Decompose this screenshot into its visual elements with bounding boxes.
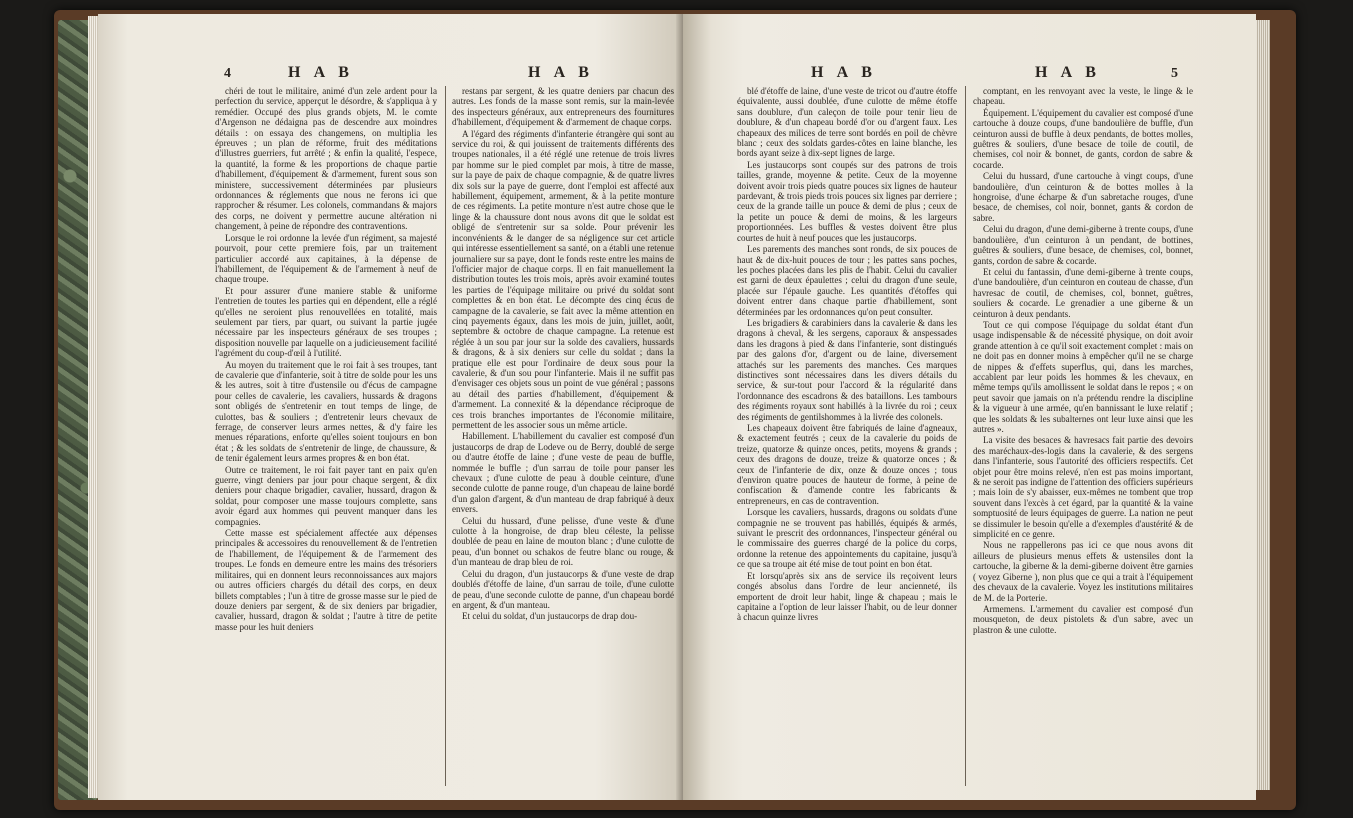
paragraph: A l'égard des régiments d'infanterie étrangère qui sont au service du roi, & qui jouissent de traitements différents des troupes nationales, il a été réglé une retenue de trois livres par homme sur le pied complet par mois, à titre de masse, sur la paye de paix de chaque compagnie, & de quatre livres dix sols sur la paye de guerre, dont l'emploi est affecté aux habillement, équipement, armement, & à la petite monture de ces régiments. La petite monture n'est autre chose que le linge & la chaussure dont nous avons dit que le soldat est obligé de s'entretenir sur sa solde. Pour prévenir les inconvénients & le danger de sa négligence sur cet article qui intéresse essentiellement sa santé, on a établi une retenue journaliere sur sa paye, dont le fonds reste entre les mains de l'officier major de chaque corps. Il en fait manuellement la distribution toutes les trois mois, après avoir examiné toutes les parties de l'équipage militaire ou privé du soldat sont complettes & en bon état. Le décompte des cinq écus de campagne de la cavalerie, se fait avec la même attention en cinq payements égaux, dans les mois de juin, juillet, août, septembre & octobre de chaque campagne. La retenue est réglée à un sou par jour sur la solde des cavaliers, hussards & dragons, & à six deniers sur celle du soldat ; dans la pratique elle est pour l'ordinaire de deux sous pour la cavalerie, & d'un sou pour l'infanterie. Mais il ne suffit pas d'envisager ces objets sous un point de vue général ; passons au détail des parties d'habillement, d'équipement & d'armement. La connexité & la dépendance réciproque de ces trois branches importantes de l'économie militaire, permettent de les associer sous un même article. (452, 128, 674, 430)
running-header-left-1: H A B (288, 64, 354, 81)
paragraph: Les chapeaux doivent être fabriqués de laine d'agneaux, & exactement feutrés ; ceux de la cavalerie du poids de treize, quatorze & quinze onces, petits, moyens & grands ; ceux des dragons de douze, treize & quatorze onces ; & ceux de l'infanterie de dix, onze & douze onces ; tous d'environ quatre pouces de hauteur de forme, à peine de confiscation & d'amende contre les fabricants & entrepreneurs, en cas de contravention. (737, 423, 957, 506)
paragraph: Lorsque les cavaliers, hussards, dragons ou soldats d'une compagnie ne se trouvent pas habillés, équipés & armés, suivant le prescrit des ordonnances, l'inspecteur général ou le commissaire des guerres chargé de la police du corps, ordonne la retenue des appointements du capitaine, jusqu'à ce que sa troupe ait été mise de tout point en bon état. (737, 507, 957, 570)
paragraph: Celui du dragon, d'un justaucorps & d'une veste de drap doublés d'étoffe de laine, d'un sarrau de toile, d'une culotte de peau, d'une seconde culotte de panne, d'un chapeau bordé en argent, & d'un manteau. (452, 568, 674, 610)
running-header-right-2: H A B (1035, 64, 1101, 81)
left-page-column-1 (215, 86, 437, 786)
paragraph: Armemens. L'armement du cavalier est composé d'un mousqueton, de deux pistolets & d'un sabre, avec un plastron & une culotte. (973, 603, 1193, 635)
paragraph: La visite des besaces & havresacs fait partie des devoirs des maréchaux-des-logis dans la cavalerie, & des sergens dans l'infanterie, sous l'autorité des officiers respectifs. Cet objet pour être moins relevé, n'en est pas moins important, & ne seroit pas indigne de l'attention des officiers supérieurs ; mais loin de s'y abaisser, eux-mêmes ne tombent que trop souvent dans l'excès à cet égard, par la quantité & la vaine somptuosité de leurs équipages de guerre. La nation ne peut se dissimuler le besoin qu'elle a d'exemples d'austérité & de simplicité en ce genre. (973, 435, 1193, 540)
paragraph: Celui du dragon, d'une demi-giberne à trente coups, d'une bandoulière, d'un ceinturon à un pendant, de bottines, guêtres & souliers, d'une besace, de chemises, col, bonnet, gants, cordon de sabre & cocarde. (973, 224, 1193, 266)
running-header-left-2: H A B (528, 64, 594, 81)
paragraph: Les parements des manches sont ronds, de six pouces de haut & de dix-huit pouces de tour ; les pattes sans poches, les poches placées dans les plis de l'habit. Celui du cavalier est garni de deux épaulettes ; celui du dragon d'une seule, placée sur l'épaule gauche. Les quantités d'étoffes qui doivent entrer dans chaque partie d'habillement, sont déterminées par les ordonnances qu'on peut consulter. (737, 244, 957, 317)
paragraph: Outre ce traitement, le roi fait payer tant en paix qu'en guerre, vingt deniers par jour pour chaque sergent, & dix deniers pour chaque brigadier, cavalier, hussard, dragon & soldat, pour composer une masse toujours complette, sans avoir égard aux hommes qui peuvent manquer dans les compagnies. (215, 464, 437, 527)
paragraph: restans par sergent, & les quatre deniers par chacun des autres. Les fonds de la masse sont remis, sur la main-levée des inspecteurs généraux, aux entrepreneurs des fournitures d'habillement, d'équipement & d'armement de chaque corps. (452, 86, 674, 128)
page-edges-left (88, 16, 98, 798)
right-page-column-1 (737, 86, 957, 786)
running-header-right-1: H A B (811, 64, 877, 81)
paragraph: Celui du hussard, d'une pelisse, d'une veste & d'une culotte à la hongroise, de drap bleu céleste, la pelisse doublée de peau en laine de mouton blanc ; d'une culotte de peau, d'un bonnet ou schakos de feutre blanc ou rouge, & d'un manteau de drap bleu de roi. (452, 515, 674, 568)
paragraph: Et lorsqu'après six ans de service ils reçoivent leurs congés absolus dans l'ordre de leur ancienneté, ils emportent de droit leur habit, linge & chapeau ; mais le capitaine a l'option de leur laisser l'habit, ou de leur donner à chacun quinze livres (737, 570, 957, 623)
left-page-column-2 (452, 86, 674, 786)
paragraph: Les brigadiers & carabiniers dans la cavalerie & dans les dragons à cheval, & les sergens, caporaux & anspessades dans les dragons à pied & dans l'infanterie, sont distingués par des galons d'or, d'argent ou de laine, diversement attachés sur les parements des manches. Ces marques distinctives sont nécessaires dans les divers détails du service, & sur-tout pour l'accord & la régularité dans l'ordonnance des escadrons & des bataillons. Les tambours des régiments royaux sont habillés à la livrée du roi ; ceux des régiments de gentilshommes à la livrée des colonels. (737, 317, 957, 422)
paragraph: Habillement. L'habillement du cavalier est composé d'un justaucorps de drap de Lodeve ou de Berry, doublé de serge ou d'autre étoffe de laine ; d'une veste de peau de buffle, nommée le buffle ; d'un sarrau de toile pour panser les chevaux ; d'une culotte de peau à double ceinture, d'une seconde culotte de panne rouge, d'un chapeau de laine bordé d'un galon d'argent, & d'un manteau de drap fabriqué à deux envers. (452, 431, 674, 515)
paragraph: Les justaucorps sont coupés sur des patrons de trois tailles, grande, moyenne & petite. Ceux de la moyenne doivent avoir trois pieds quatre pouces six lignes de hauteur pardevant, & trois pieds trois pouces six lignes par derriere ; ceux de la grande taille un pouce & demi de plus ; ceux de la petite un pouce & demi de moins, & les largeurs proportionnées. Les buffles & vestes doivent être plus courtes de huit à neuf pouces que les justaucorps. (737, 159, 957, 243)
paragraph: Nous ne rappellerons pas ici ce que nous avons dit ailleurs de plusieurs menus effets & ustensiles dont la cartouche, la giberne & la demi-giberne doivent être garnies ( voyez Giberne ), non plus que ce qui a trait à l'équipement des chevaux de la cavalerie. Voyez les institutions militaires de M. de la Porterie. (973, 540, 1193, 603)
paragraph: Et celui du fantassin, d'une demi-giberne à trente coups, d'une bandoulière, d'un ceinturon en couteau de chasse, d'un havresac de coutil, de chemises, col, bonnet, guêtres, souliers & cocarde. Le grenadier a une giberne & un ceinturon à deux pendants. (973, 266, 1193, 319)
paragraph: comptant, en les renvoyant avec la veste, le linge & le chapeau. (973, 86, 1193, 107)
paragraph: Cette masse est spécialement affectée aux dépenses principales & accessoires du renouvellement & de l'entretien de l'habillement, de l'équipement & de l'armement des troupes. Le fonds en demeure entre les mains des trésoriers militaires, qui en donnent leurs reconnoissances aux majors ou autres officiers chargés du détail des corps, en deux billets comptables ; l'un à titre de grosse masse sur le pied de douze deniers par sergent, & de six deniers par brigadier, cavalier, hussard, dragon & soldat ; l'autre à titre de petite masse pour les huit deniers (215, 528, 437, 632)
paragraph: Et pour assurer d'une maniere stable & uniforme l'entretien de toutes les parties qui en dépendent, elle a réglé qu'elles ne seroient plus renouvellées en totalité, mais seulement par tiers, par quart, ou suivant la partie jugée nécessaire par les inspecteurs généraux de ses troupes ; disposition nouvelle par laquelle on a judicieusement facilité l'agrément du coup-d'œil à l'utilité. (215, 285, 437, 359)
right-page (683, 14, 1256, 800)
column-rule (445, 86, 446, 786)
paragraph: Et celui du soldat, d'un justaucorps de drap dou- (462, 611, 638, 622)
paragraph: Lorsque le roi ordonne la levée d'un régiment, sa majesté pourvoit, pour cette premiere fois, par un traitement particulier accordé aux capitaines, à la dépense de l'habillement, de l'équipement & de l'armement à neuf de chaque troupe. (215, 232, 437, 285)
paragraph: Équipement. L'équipement du cavalier est composé d'une cartouche à douze coups, d'une bandoulière de buffle, d'un ceinturon aussi de buffle à deux pendants, de bottes molles, guêtres & souliers, d'une besace de toile de coutil, de chemises, col noir & bonnet, de gants, cordon de sabre & cocarde. (973, 107, 1193, 170)
right-page-column-2 (973, 86, 1193, 786)
paragraph: Celui du hussard, d'une cartouche à vingt coups, d'une bandoulière, d'un ceinturon & de bottes molles à la hongroise, d'une écharpe & d'un sabretache rouges, d'une besace, de chemises, col noir, bonnet, gants & cordon de sabre. (973, 171, 1193, 223)
page-edges-right (1256, 20, 1270, 790)
paragraph: blé d'étoffe de laine, d'une veste de tricot ou d'autre étoffe équivalente, aussi doublée, d'une culotte de même étoffe sans doublure, d'un caleçon de toile pour tenir lieu de doublure, & d'un chapeau bordé d'or ou d'argent faux. Les chapeaux des milices de terre sont bordés en poil de chèvre blanc ; ceux des soldats gardes-côtes en laine blanche, les bords ayant seize à dix-sept lignes de large. (737, 86, 957, 159)
paragraph: Au moyen du traitement que le roi fait à ses troupes, tant de cavalerie que d'infanterie, soit à titre de solde pour les uns & les autres, soit à titre d'ustensile ou d'écus de campagne pour celles de cavalerie, les cavaliers, hussards & dragons sont obligés de s'entretenir en tout temps de linge, de culottes, bas & souliers ; d'entretenir leurs chevaux de ferrage, de conserver leurs armes nettes, & d'y faire les menues réparations, enforte qu'elles soient toujours en bon état ; & les soldats de s'entretenir de linge, de chaussure, & de tenir également leurs armes propres & en bon état. (215, 359, 437, 464)
paragraph: Tout ce qui compose l'équipage du soldat étant d'un usage indispensable & de nécessité physique, on doit avoir grande attention à ce qu'il soit exactement complet : mais on ne doit pas en donner moins à empêcher qu'il ne se charge de nippes & d'effets superflus, qui, dans les marches, accablent par leur poids les hommes & les chevaux, en même temps qu'ils amollissent le soldat dans le repos ; « on peut savoir que jamais on n'a prétendu rendre la discipline & la vigueur à une armée, qu'en bannissant le luxe relatif ; que les soldats & les subalternes ont leur luxe ainsi que les autres ». (973, 319, 1193, 434)
column-rule (965, 86, 966, 786)
page-number-left: 4 (224, 66, 231, 81)
page-number-right: 5 (1171, 66, 1178, 81)
left-page (98, 14, 683, 800)
paragraph: chéri de tout le militaire, animé d'un zele ardent pour la perfection du service, apperçut le désordre, & s'appliqua à y remédier. Occupé des plus grands objets, M. le comte d'Argenson ne dédaigna pas de descendre aux moindres détails : on essaya des changemens, on multiplia les épreuves ; un plan de réforme, fruit des méditations d'illustres guerriers, fut arrêté ; & enfin la qualité, l'espece, la quantité, la forme & les proportions de chaque partie d'habillement, d'équipement & d'armement, furent sous son ministere, successivement déterminées par plusieurs ordonnances & réglements que nous ne ferons ici que rapprocher & résumer. Les colonels, commandans & majors des corps, ne doivent y permettre aucune altération ni changement, à peine de répondre des contraventions. (215, 86, 437, 232)
